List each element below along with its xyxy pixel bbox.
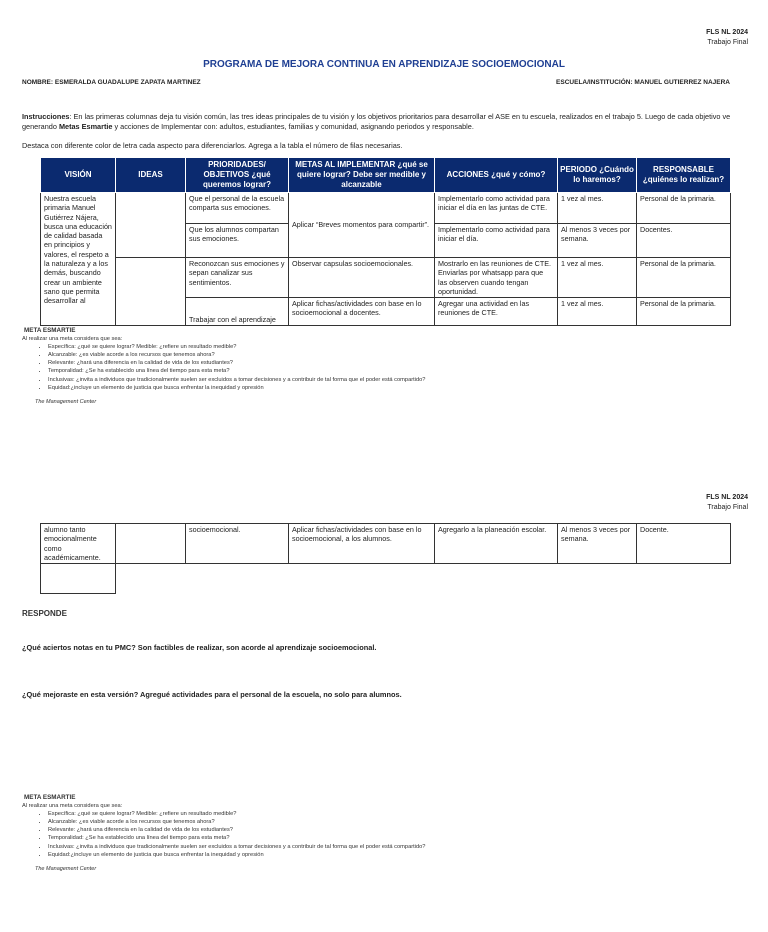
prioridad-cell: Reconozcan sus emociones y sepan canalizar sus sentimientos. — [186, 258, 289, 298]
instructions-text-1: : En las primeras columnas deja tu visión común, las tres ideas principales de tu visión y los objetivos prioritarios para desarrollar el ASE en tu escuela, realizados en el trabajo 5. Luego de cada objetivo ve generando — [22, 112, 731, 131]
instructions-text-2: y acciones de Implementar con: adultos, estudiantes, familias y comunidad, asignando periodos y responsable. — [112, 122, 474, 131]
header-ideas: IDEAS — [116, 158, 186, 193]
responsable-cell: Docente. — [637, 524, 731, 564]
list-item: • Equidad:¿incluye un elemento de justicia que busca enfrentar la inequidad y opresión — [48, 851, 425, 859]
list-item: • Alcanzable: ¿es viable acorde a los recursos que tenemos ahora? — [48, 351, 425, 359]
list-item: • Específica: ¿qué se quiere lograr? Medible: ¿refiere un resultado medible? — [48, 810, 425, 818]
doc-code: FLS NL 2024 — [706, 494, 748, 501]
meta-cell: Aplicar fichas/actividades con base en lo socioemocional, a los alumnos. — [289, 524, 435, 564]
accion-cell: Implementarlo como actividad para iniciar el día en las juntas de CTE. — [435, 193, 558, 224]
periodo-cell: 1 vez al mes. — [558, 298, 637, 326]
meta-esmartie-block — [22, 327, 425, 406]
list-item: • Relevante: ¿hará una diferencia en la calidad de vida de los estudiantes? — [48, 359, 425, 367]
accion-cell: Agregarlo a la planeación escolar. — [435, 524, 558, 564]
instructions-bold: Metas Esmartie — [58, 122, 113, 131]
source-credit: The Management Center — [35, 865, 97, 872]
accion-cell: Implementarlo como actividad para iniciar el día. — [435, 224, 558, 258]
table-header-row — [41, 158, 731, 193]
meta-esmartie-block — [22, 794, 425, 873]
list-item: • Inclusivas: ¿invita a individuos que tradicionalmente suelen ser excluidos a tomar decisiones y a contribuir de tal forma que el poder está compartido? — [48, 376, 425, 384]
page-header — [706, 28, 748, 48]
accion-cell: Mostrarlo en las reuniones de CTE. Enviarlas por whatsapp para que las observen cuando tengan oportunidad. — [435, 258, 558, 298]
list-item: • Relevante: ¿hará una diferencia en la calidad de vida de los estudiantes? — [48, 826, 425, 834]
meta-esmartie-title: META ESMARTIE — [24, 327, 76, 334]
list-item: • Temporalidad: ¿Se ha establecido una línea del tiempo para esta meta? — [48, 367, 425, 375]
responde-heading: RESPONDE — [22, 609, 67, 618]
doc-code: FLS NL 2024 — [706, 29, 748, 36]
responsable-cell: Personal de la primaria. — [637, 193, 731, 224]
meta-esmartie-intro: Al realizar una meta considera que sea: — [22, 336, 123, 343]
list-item: • Específica: ¿qué se quiere lograr? Medible: ¿refiere un resultado medible? — [48, 343, 425, 351]
meta-cell: Observar capsulas socioemocionales. — [289, 258, 435, 298]
question-2: ¿Qué mejoraste en esta versión? Agregué actividades para el personal de la escuela, no solo para alumnos. — [22, 690, 402, 699]
instructions — [22, 112, 750, 132]
periodo-cell: Al menos 3 veces por semana. — [558, 224, 637, 258]
header-prioridades: PRIORIDADES/ OBJETIVOS ¿qué queremos lograr? — [186, 158, 289, 193]
table-row — [41, 193, 731, 224]
meta-esmartie-list — [22, 810, 425, 859]
table-row — [41, 258, 731, 298]
vision-cell — [41, 564, 116, 594]
ideas-cell — [116, 524, 186, 564]
table-row — [41, 524, 731, 564]
responsable-cell: Personal de la primaria. — [637, 298, 731, 326]
responsable-cell: Docentes. — [637, 224, 731, 258]
pmc-table-continued — [40, 523, 731, 594]
page-title: PROGRAMA DE MEJORA CONTINUA EN APRENDIZAJE SOCIOEMOCIONAL — [203, 59, 565, 70]
empty-cell — [116, 564, 731, 594]
periodo-cell: Al menos 3 veces por semana. — [558, 524, 637, 564]
doc-subtitle: Trabajo Final — [707, 39, 748, 46]
meta-cell: Aplicar fichas/actividades con base en lo socioemocional a docentes. — [289, 298, 435, 326]
prioridad-cell: Que el personal de la escuela comparta sus emociones. — [186, 193, 289, 224]
prioridad-cell: socioemocional. — [186, 524, 289, 564]
header-vision: VISIÓN — [41, 158, 116, 193]
header-metas: METAS AL IMPLEMENTAR ¿qué se quiere lograr? Debe ser medible y alcanzable — [289, 158, 435, 193]
periodo-cell: 1 vez al mes. — [558, 258, 637, 298]
student-name: NOMBRE: ESMERALDA GUADALUPE ZAPATA MARTINEZ — [22, 79, 201, 86]
list-item: • Inclusivas: ¿invita a individuos que tradicionalmente suelen ser excluidos a tomar decisiones y a contribuir de tal forma que el poder está compartido? — [48, 843, 425, 851]
list-item: • Temporalidad: ¿Se ha establecido una línea del tiempo para esta meta? — [48, 834, 425, 842]
list-item: • Alcanzable: ¿es viable acorde a los recursos que tenemos ahora? — [48, 818, 425, 826]
prioridad-cell: Que los alumnos compartan sus emociones. — [186, 224, 289, 258]
header-responsable: RESPONSABLE ¿quiénes lo realizan? — [637, 158, 731, 193]
responsable-cell: Personal de la primaria. — [637, 258, 731, 298]
instructions-label: Instrucciones — [22, 112, 70, 121]
source-credit: The Management Center — [35, 398, 97, 405]
accion-cell: Agregar una actividad en las reuniones de CTE. — [435, 298, 558, 326]
vision-cell: alumno tanto emocionalmente como académicamente. — [41, 524, 116, 564]
prioridad-cell: Trabajar con el aprendizaje — [186, 298, 289, 326]
ideas-cell — [116, 258, 186, 326]
meta-esmartie-intro: Al realizar una meta considera que sea: — [22, 803, 123, 810]
meta-cell: Aplicar “Breves momentos para compartir”. — [289, 193, 435, 258]
ideas-cell — [116, 193, 186, 258]
meta-esmartie-list — [22, 343, 425, 392]
header-acciones: ACCIONES ¿qué y cómo? — [435, 158, 558, 193]
table-row — [41, 564, 731, 594]
meta-esmartie-title: META ESMARTIE — [24, 794, 76, 801]
vision-cell: Nuestra escuela primaria Manuel Gutiérrez Nájera, busca una educación de calidad basada en principios y valores, el respeto a la naturaleza y a los demás, buscando crear un ambiente sano que permita desarrollar al — [41, 193, 116, 326]
highlight-note: Destaca con diferente color de letra cada aspecto para diferenciarlos. Agrega a la tabla el número de filas necesarias. — [22, 141, 403, 150]
school-name: ESCUELA/INSTITUCIÓN: MANUEL GUTIERREZ NAJERA — [556, 79, 730, 86]
question-1: ¿Qué aciertos notas en tu PMC? Son factibles de realizar, son acorde al aprendizaje socioemocional. — [22, 643, 377, 652]
page-header — [706, 493, 748, 513]
header-periodo: PERIODO ¿Cuándo lo haremos? — [558, 158, 637, 193]
periodo-cell: 1 vez al mes. — [558, 193, 637, 224]
pmc-table — [40, 157, 731, 326]
doc-subtitle: Trabajo Final — [707, 504, 748, 511]
list-item: • Equidad:¿incluye un elemento de justicia que busca enfrentar la inequidad y opresión — [48, 384, 425, 392]
